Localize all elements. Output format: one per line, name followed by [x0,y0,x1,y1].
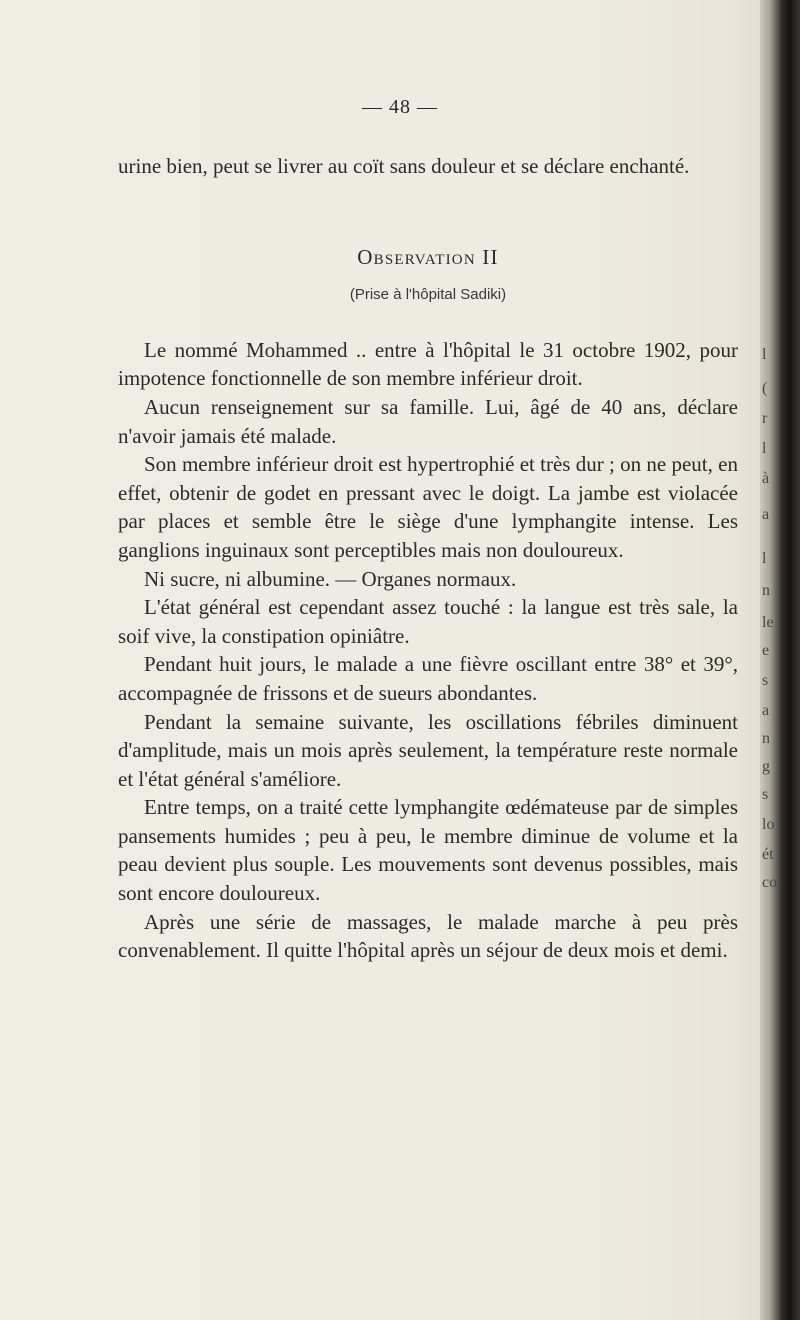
paragraph: Ni sucre, ni albumine. — Organes normaux. [144,566,517,591]
paragraph: Entre temps, on a traité cette lymphangite œdémateuse par de simples pansements humides ; peu à peu, le membre diminue de volume et la peau devient plus souple. Les mouvements sont devenus possibles, mais sont encore douloureux. [118,795,738,906]
paragraph: Après une série de massages, le malade marche à peu près convenablement. Il quitte l'hôpital après un séjour de deux mois et demi. [118,909,738,963]
paragraph: Pendant la semaine suivante, les oscillations fébriles diminuent d'amplitude, mais un mois après seulement, la température reste normale et l'état général s'améliore. [118,709,738,791]
paragraph: Pendant huit jours, le malade a une fièvre oscillant entre 38° et 39°, accompagnée de frissons et de sueurs abondantes. [118,652,738,705]
edge-fragment: co [762,874,778,891]
intro-paragraph: urine bien, peut se livrer au coït sans douleur et se déclare enchanté. [118,154,690,178]
edge-fragment: à [762,470,770,487]
paragraph: Son membre inférieur droit est hypertrophié et très dur ; on ne peut, en effet, obtenir de godet en pressant avec le doigt. La jambe est violacée par places et semble être le siège d'une lymphangite intense. Les ganglions inguinaux sont perceptibles mais non douloureux. [118,452,738,562]
section-title: Observation II [357,244,499,269]
edge-fragment: a [762,506,770,523]
paragraph: L'état général est cependant assez touché : la langue est très sale, la soif vive, la constipation opiniâtre. [118,595,738,648]
edge-fragment: l [762,550,767,567]
edge-fragment: ét [762,846,774,863]
edge-fragment: g [762,758,770,775]
edge-fragment: lo [762,816,775,833]
body-text [118,152,738,965]
edge-fragment: le [762,614,774,631]
edge-fragment: s [762,786,769,803]
paragraph: Aucun renseignement sur sa famille. Lui, âgé de 40 ans, déclare n'avoir jamais été malade. [118,394,738,448]
edge-fragment: n [762,582,770,599]
section-subtitle: (Prise à l'hôpital Sadiki) [349,286,507,304]
edge-fragment: e [762,642,770,659]
edge-fragment: s [762,672,769,689]
edge-fragment: l [762,440,767,457]
paragraph: Le nommé Mohammed .. entre à l'hôpital le 31 octobre 1902, pour impotence fonctionnelle de son membre inférieur droit. [118,337,738,391]
edge-text-fragments [762,0,788,1320]
page-number: — 48 — [362,96,438,118]
edge-fragment: l [762,346,767,363]
edge-fragment: ( [762,380,768,397]
edge-fragment: r [762,410,768,427]
edge-fragment: n [762,730,770,747]
edge-fragment: a [762,702,770,719]
